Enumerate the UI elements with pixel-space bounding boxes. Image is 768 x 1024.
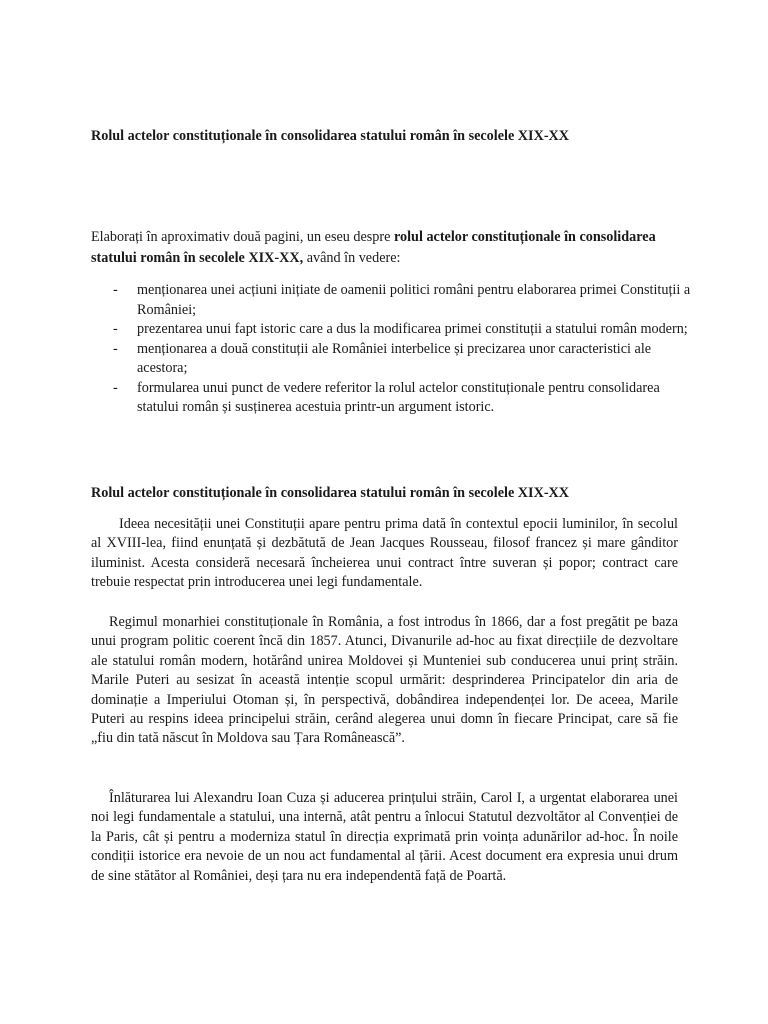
- prompt-outro: având în vedere:: [303, 250, 401, 266]
- list-item-text: prezentarea unui fapt istoric care a dus la modificarea primei constituții a statului român modern;: [137, 321, 688, 337]
- list-item: [91, 340, 691, 379]
- bullet-dash: -: [113, 340, 118, 357]
- essay-paragraph: Ideea necesității unei Constituții apare pentru prima dată în contextul epocii luminilor, în secolul al XVIII-lea, fiind enunțată și dezbătută de Jean Jacques Rousseau, filosof francez și mare gânditor iluminist. Acesta consideră necesară încheierea unui contract între suveran și popor; contract care trebuie respectat prin introducerea unei legi fundamentale.: [91, 516, 678, 591]
- essay-title: Rolul actelor constituționale în consolidarea statului român în secolele XIX-XX: [91, 485, 570, 501]
- bullet-dash: -: [113, 379, 118, 396]
- list-item-text: menționarea a două constituții ale României interbelice și precizarea unor caracteristici ale acestora;: [137, 340, 652, 376]
- prompt-intro: Elaborați în aproximativ două pagini, un eseu despre: [91, 229, 394, 245]
- prompt-topic: rolul actelor constituționale în consolidarea statului român în secolele XIX-XX,: [91, 229, 656, 266]
- essay-prompt: [91, 227, 691, 269]
- list-item: [91, 320, 691, 340]
- list-item-text: formularea unui punct de vedere referitor la rolul actelor constituționale pentru consolidarea statului român și susținerea acestuia printr-un argument istoric.: [137, 379, 660, 415]
- essay-paragraph: Regimul monarhiei constituționale în România, a fost introdus în 1866, dar a fost pregătit pe baza unui program politic coerent încă din 1857. Atunci, Divanurile ad-hoc au fixat direcțiile de dezvoltare ale statului român modern, hotărând unirea Moldovei și Munteniei sub conducerea unui prinț străin. Marile Puteri au sesizat în această intenție scopul urmărit: desprinderea Principatelor din aria de dominație a Imperiului Otoman și, în perspectivă, dobândirea independenței lor. De aceea, Marile Puteri au respins ideea principelui străin, cerând alegerea unui domn în fiecare Principat, care să fie „fiu din tată născut în Moldova sau Țara Românească”.: [91, 614, 678, 747]
- bullet-dash: -: [113, 321, 118, 337]
- requirements-list: [91, 281, 691, 418]
- bullet-dash: -: [113, 282, 118, 298]
- list-item: [91, 281, 691, 320]
- list-item-text: menționarea unei acțiuni inițiate de oamenii politici români pentru elaborarea primei Constituții a României;: [137, 282, 691, 318]
- essay-paragraph: Înlăturarea lui Alexandru Ioan Cuza și aducerea prințului străin, Carol I, a urgentat elaborarea unei noi legi fundamentale a statului, una internă, atât pentru a înlocui Statutul dezvoltător al Convenției de la Paris, cât și pentru a moderniza statul în direcția exprimată prin voința adunărilor ad-hoc. În noile condiții istorice era nevoie de un nou act fundamental al țării. Acest document era expresia unui drum de sine stătător al României, deși țara nu era independentă față de Poartă.: [91, 790, 678, 884]
- document-title: Rolul actelor constituționale în consolidarea statului român în secolele XIX-XX: [91, 128, 570, 144]
- list-item: [91, 379, 691, 418]
